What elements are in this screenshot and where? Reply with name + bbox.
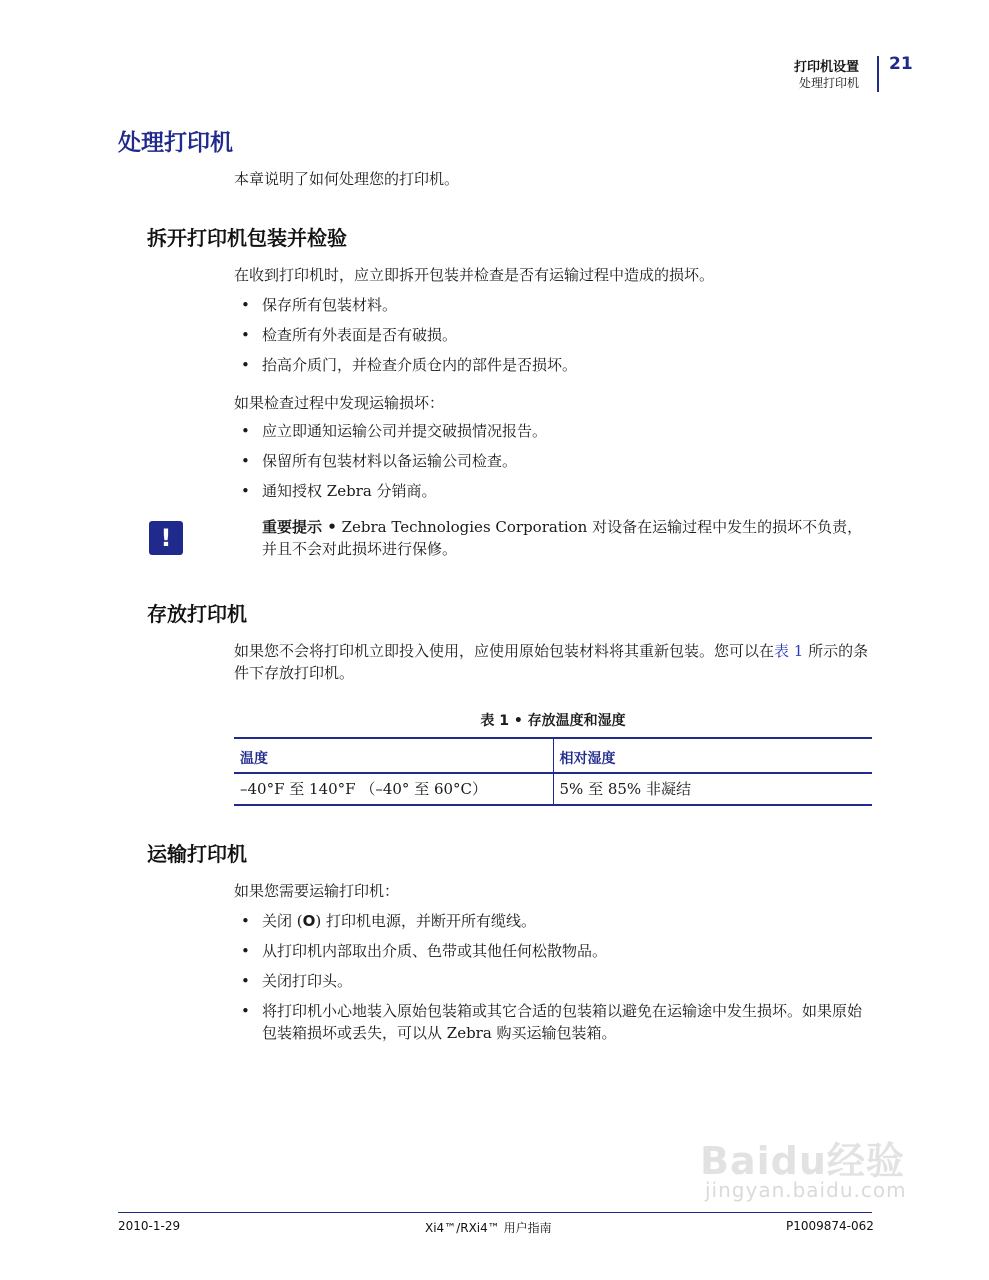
list-item: • 将打印机小心地装入原始包装箱或其它合适的包装箱以避免在运输途中发生损坏。如果原始包装箱损坏或丢失，可以从 Zebra 购买运输包装箱。 — [234, 1000, 874, 1044]
ship-heading: 运输打印机 — [147, 842, 247, 866]
footer-date: 2010-1-29 — [118, 1219, 181, 1233]
footer-title: Xi4™/RXi4™ 用户指南 — [425, 1221, 552, 1235]
footer-divider — [118, 1212, 872, 1213]
running-header-divider — [877, 56, 879, 92]
watermark-url: jingyan.baidu.com — [705, 1178, 907, 1202]
page-number: 21 — [889, 54, 913, 74]
damage-checklist — [234, 420, 874, 510]
bullet-text-after: ) 打印机电源，并断开所有缆线。 — [315, 912, 537, 930]
unpack-checklist — [234, 294, 874, 384]
store-heading: 存放打印机 — [147, 602, 247, 626]
store-paragraph — [234, 640, 874, 684]
power-off-symbol: O — [302, 912, 316, 930]
unpack-heading: 拆开打印机包装并检验 — [147, 226, 347, 250]
note-label: 重要提示 • — [262, 518, 337, 536]
table-header-row — [234, 738, 872, 773]
ship-checklist — [234, 910, 874, 1052]
important-note — [262, 516, 874, 560]
watermark-logo: Baidu经验 — [700, 1139, 905, 1183]
column-header-humidity: 相对湿度 — [553, 738, 872, 773]
damage-paragraph: 如果检查过程中发现运输损坏： — [234, 394, 445, 412]
store-text-before: 如果您不会将打印机立即投入使用，应使用原始包装材料将其重新包装。您可以在 — [234, 642, 775, 660]
running-header-chapter: 打印机设置 — [793, 60, 859, 75]
chapter-title: 处理打印机 — [118, 130, 233, 156]
store-text-after: 所示的条件下存放打印机。 — [234, 642, 869, 682]
list-item: • 保存所有包装材料。 — [234, 294, 874, 316]
list-item: • 应立即通知运输公司并提交破损情况报告。 — [234, 420, 874, 442]
list-item: • 检查所有外表面是否有破损。 — [234, 324, 874, 346]
list-item: • 保留所有包装材料以备运输公司检查。 — [234, 450, 874, 472]
list-item: • 从打印机内部取出介质、色带或其他任何松散物品。 — [234, 940, 874, 962]
list-item: • 通知授权 Zebra 分销商。 — [234, 480, 874, 502]
intro-paragraph: 本章说明了如何处理您的打印机。 — [234, 170, 460, 188]
column-header-temperature: 温度 — [234, 738, 553, 773]
table-row — [234, 773, 872, 805]
running-header-section: 处理打印机 — [798, 76, 859, 90]
list-item — [234, 910, 874, 932]
list-item: • 抬高介质门，并检查介质仓内的部件是否损坏。 — [234, 354, 874, 376]
table-caption: 表 1 • 存放温度和湿度 — [480, 713, 626, 729]
humidity-cell: 5% 至 85% 非凝结 — [553, 773, 872, 805]
unpack-paragraph: 在收到打印机时，应立即拆开包装并检查是否有运输过程中造成的损坏。 — [234, 266, 715, 284]
note-text: Zebra Technologies Corporation 对设备在运输过程中发生的损坏不负责，并且不会对此损坏进行保修。 — [262, 518, 863, 558]
table-1-link[interactable]: 表 1 — [774, 642, 804, 660]
ship-paragraph: 如果您需要运输打印机： — [234, 882, 400, 900]
temperature-cell: –40°F 至 140°F （–40° 至 60°C） — [234, 773, 553, 805]
bullet-text-before: 关闭 ( — [262, 912, 303, 930]
footer-doc-number: P1009874-062 — [786, 1219, 874, 1233]
storage-conditions-table — [234, 737, 872, 806]
list-item: • 关闭打印头。 — [234, 970, 874, 992]
important-icon: ! — [149, 521, 183, 555]
